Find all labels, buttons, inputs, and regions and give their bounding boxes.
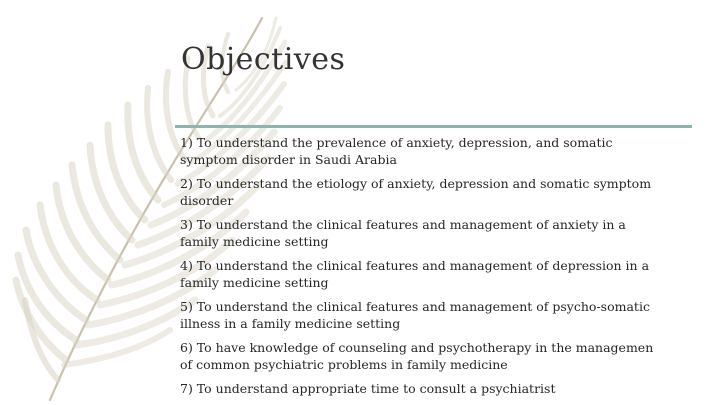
objective-line: family medicine setting: [180, 234, 329, 249]
objective-line: family medicine setting: [180, 275, 329, 290]
objective-line: 6) To have knowledge of counseling and psychotherapy in the managemen: [180, 340, 654, 355]
objective-line: illness in a family medicine setting: [180, 316, 401, 331]
objective-item: [180, 175, 720, 209]
objective-line: 1) To understand the prevalence of anxiety, depression, and somatic: [180, 135, 613, 150]
objective-line: of common psychiatric problems in family medicine: [180, 357, 508, 372]
objective-line: symptom disorder in Saudi Arabia: [180, 152, 397, 167]
objectives-list: [180, 134, 720, 404]
title-divider: [175, 125, 692, 128]
objective-item: [180, 257, 720, 291]
objective-line: disorder: [180, 193, 234, 208]
objective-line: 4) To understand the clinical features and management of depression in a: [180, 258, 650, 273]
objective-line: 7) To understand appropriate time to consult a psychiatrist: [180, 381, 556, 396]
objective-item: [180, 216, 720, 250]
objective-item: [180, 134, 720, 168]
objective-item: [180, 380, 720, 397]
objective-item: [180, 298, 720, 332]
slide-title: Objectives: [181, 42, 346, 77]
objective-line: 5) To understand the clinical features and management of psycho-somatic: [180, 299, 650, 314]
objective-line: 3) To understand the clinical features and management of anxiety in a: [180, 217, 626, 232]
objective-line: 2) To understand the etiology of anxiety, depression and somatic symptom: [180, 176, 652, 191]
objective-item: [180, 339, 720, 373]
